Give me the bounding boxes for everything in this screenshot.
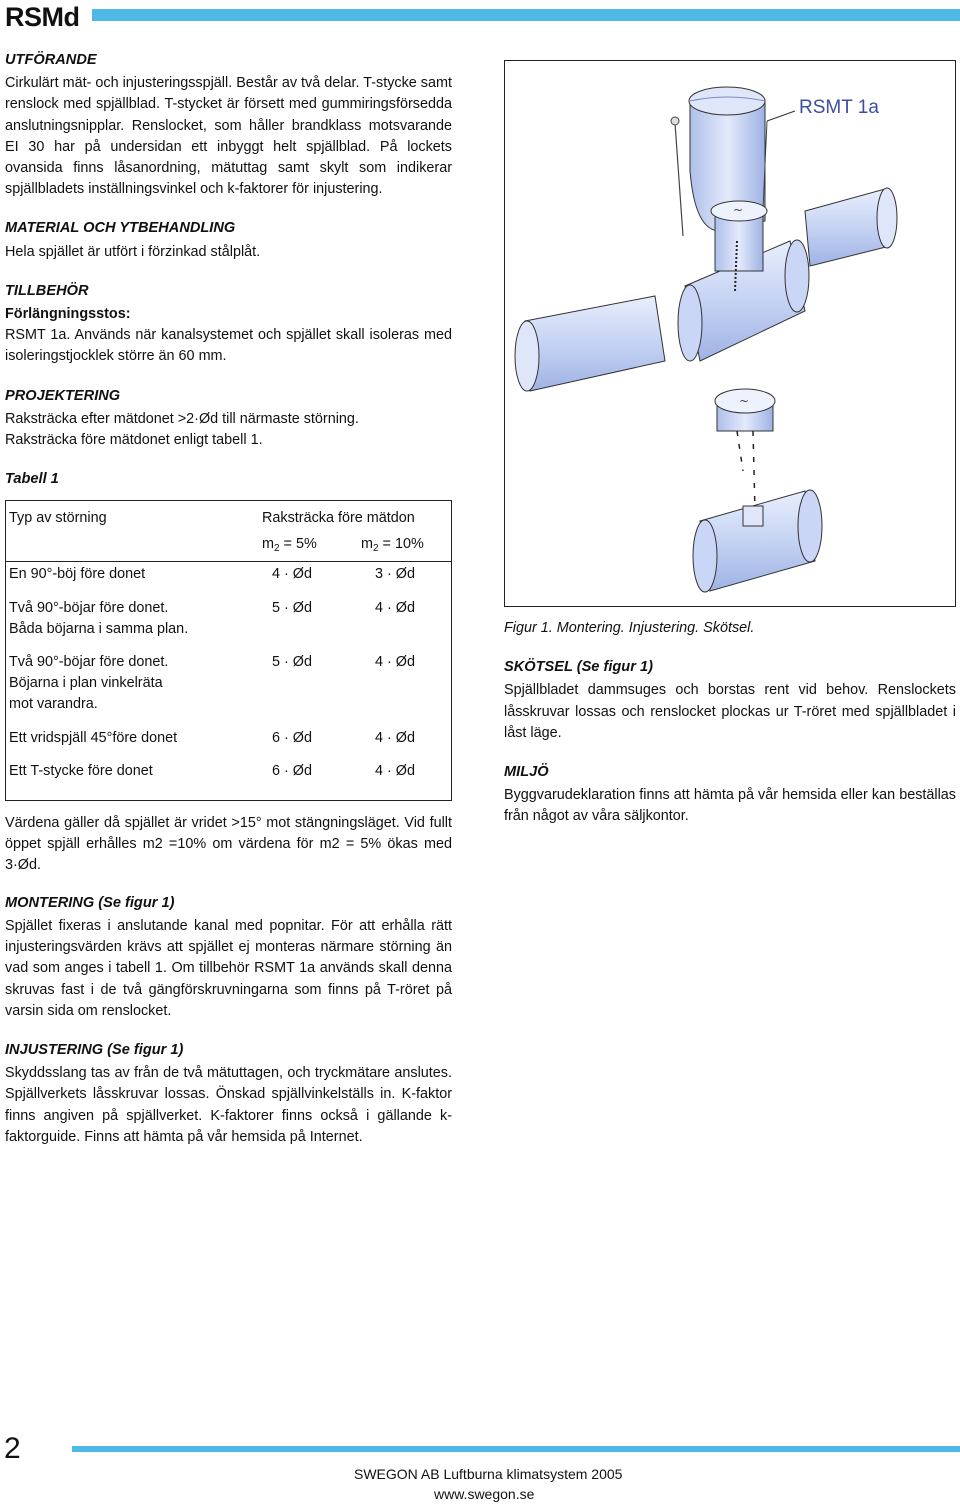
tillbehor-subheading: Förlängningsstos:	[5, 306, 131, 323]
table-header-m2	[361, 534, 424, 559]
m1-value: = 5%	[279, 536, 317, 553]
figure-caption: Figur 1. Montering. Injustering. Skötsel.	[504, 620, 755, 636]
table-cell-m2-5: 6 · Ød	[272, 762, 312, 779]
m2-sub: 2	[373, 543, 379, 555]
footer-company: SWEGON AB Luftburna klimatsystem 2005	[354, 1466, 623, 1482]
montering-text: Spjället fixeras i anslutande kanal med popnitar. För att erhålla rätt injusteringsvärden krävs att spjället ej monteras närmare störning än vad som anges i tabell 1. Om tillbehör RSMT 1a används skall denna skruvas fast i de två gängförskruvningarna som finns på T-röret på varsin sida om renslocket.	[5, 917, 452, 1019]
table-cell-disturbance: En 90°-böj före donet	[9, 566, 146, 583]
disturbance-table	[5, 500, 452, 801]
section-tillbehor	[5, 281, 452, 368]
montering-heading: MONTERING (Se figur 1)	[5, 894, 175, 911]
figure-label: RSMT 1a	[799, 97, 879, 118]
footer-rule	[72, 1446, 960, 1452]
section-montering	[5, 893, 452, 1022]
table-cell-m2-5: 6 · Ød	[272, 729, 312, 746]
m1-letter: m	[262, 536, 274, 553]
section-injustering	[5, 1040, 452, 1148]
svg-text:~: ~	[733, 203, 744, 217]
t-piece-lower	[693, 490, 822, 592]
projektering-text-1: Raksträcka efter mätdonet >2·Ød till närmaste störning.	[5, 410, 359, 427]
table-cell-m2-10: 4 · Ød	[375, 654, 415, 671]
miljo-text: Byggvarudeklaration finns att hämta på vår hemsida eller kan beställas från något av våra säljkontor.	[504, 787, 956, 825]
m1-sub: 2	[274, 543, 280, 555]
table-row	[6, 564, 451, 585]
skotsel-text: Spjällbladet dammsuges och borstas rent vid behov. Renslockets låsskruvar lossas och renslocket plockas ur T-röret med spjällbladet i låst läge.	[504, 682, 956, 741]
table-cell-m2-10: 4 · Ød	[375, 729, 415, 746]
table-cell-m2-5: 4 · Ød	[272, 566, 312, 583]
figure-1	[504, 60, 956, 607]
page-title: RSMd	[5, 2, 80, 32]
projektering-heading: PROJEKTERING	[5, 387, 121, 404]
t-piece-upper	[678, 201, 809, 361]
table-cell-m2-5: 5 · Ød	[272, 599, 312, 616]
injustering-text: Skyddsslang tas av från de två mätuttagen, och tryckmätare anslutes. Spjällverkets låsskruvar lossas. Önskad spjällvinkelställs in. K-faktor finns angiven på spjällverket. K-faktorer finns också i gällande k-faktorguide. Finns att hämta på vår hemsida på Internet.	[5, 1065, 452, 1145]
label-callout	[767, 111, 795, 121]
section-skotsel	[504, 657, 956, 744]
material-heading: MATERIAL OCH YTBEHANDLING	[5, 220, 236, 237]
table-header	[6, 505, 451, 559]
duct-left-upper	[515, 296, 665, 391]
table-header-type: Typ av störning	[9, 510, 107, 527]
table-note: Värdena gäller då spjället är vridet >15° mot stängningsläget. Vid fullt öppet spjäll erhålles m2 =10% om värdena för m2 = 5% ökas med 3·Ød.	[5, 815, 452, 874]
table-row	[6, 761, 451, 782]
table-title: Tabell 1	[5, 471, 59, 488]
header-rule	[92, 9, 960, 21]
section-projektering	[5, 386, 452, 452]
section-material	[5, 218, 452, 262]
table-cell-disturbance: Ett vridspjäll 45°före donet	[9, 729, 178, 746]
table-row	[6, 652, 451, 716]
table-cell-m2-10: 4 · Ød	[375, 762, 415, 779]
tillbehor-heading: TILLBEHÖR	[5, 282, 89, 299]
table-header-span: Raksträcka före mätdon	[262, 510, 415, 527]
table-body	[6, 564, 451, 782]
table-cell-m2-5: 5 · Ød	[272, 654, 312, 671]
right-column	[504, 618, 956, 846]
table-row	[6, 728, 451, 749]
duct-right-upper	[805, 188, 897, 266]
left-column	[5, 50, 452, 1166]
section-utforande	[5, 50, 452, 200]
projektering-text-2: Raksträcka före mätdonet enligt tabell 1.	[5, 432, 263, 449]
page-number: 2	[4, 1432, 21, 1465]
tillbehor-text: RSMT 1a. Används när kanalsystemet och spjället skall isoleras med isoleringstjocklek större än 60 mm.	[5, 327, 452, 365]
utforande-text: Cirkulärt mät- och injusteringsspjäll. Består av två delar. T-stycke samt renslock med spjällblad. T-stycket är försett med gummiringsförsedda anslutningsnipplar. Renslocket, som håller brandklass motsvarande EI 30 har på undersidan ett inbyggt helt spjällblad. På lockets ovansida finns låsanordning, mätuttag samt skylt som indikerar spjällbladets inställningsvinkel och k-faktorer för injustering.	[5, 75, 452, 198]
damper-illustration	[505, 61, 954, 605]
table-cell-disturbance: Två 90°-böjar före donet. Båda böjarna i samma plan.	[9, 599, 189, 637]
table-header-m1	[262, 534, 317, 559]
m2-value: = 10%	[378, 536, 424, 553]
table-divider	[6, 561, 451, 562]
skotsel-heading: SKÖTSEL (Se figur 1)	[504, 659, 653, 676]
table-cell-disturbance: Ett T-stycke före donet	[9, 762, 153, 779]
footer-website[interactable]: www.swegon.se	[434, 1486, 535, 1502]
m2-letter: m	[361, 536, 373, 553]
section-miljo	[504, 762, 956, 828]
material-text: Hela spjället är utfört i förzinkad stålplåt.	[5, 243, 261, 260]
utforande-heading: UTFÖRANDE	[5, 52, 97, 68]
table-cell-m2-10: 4 · Ød	[375, 599, 415, 616]
screw-left	[671, 117, 683, 236]
damper-lid	[715, 389, 775, 511]
table-row	[6, 598, 451, 640]
injustering-heading: INJUSTERING (Se figur 1)	[5, 1041, 184, 1058]
table-cell-m2-10: 3 · Ød	[375, 566, 415, 583]
svg-text:~: ~	[739, 394, 750, 408]
miljo-heading: MILJÖ	[504, 764, 549, 781]
table-cell-disturbance: Två 90°-böjar före donet. Böjarna i plan vinkelräta mot varandra.	[9, 654, 169, 713]
